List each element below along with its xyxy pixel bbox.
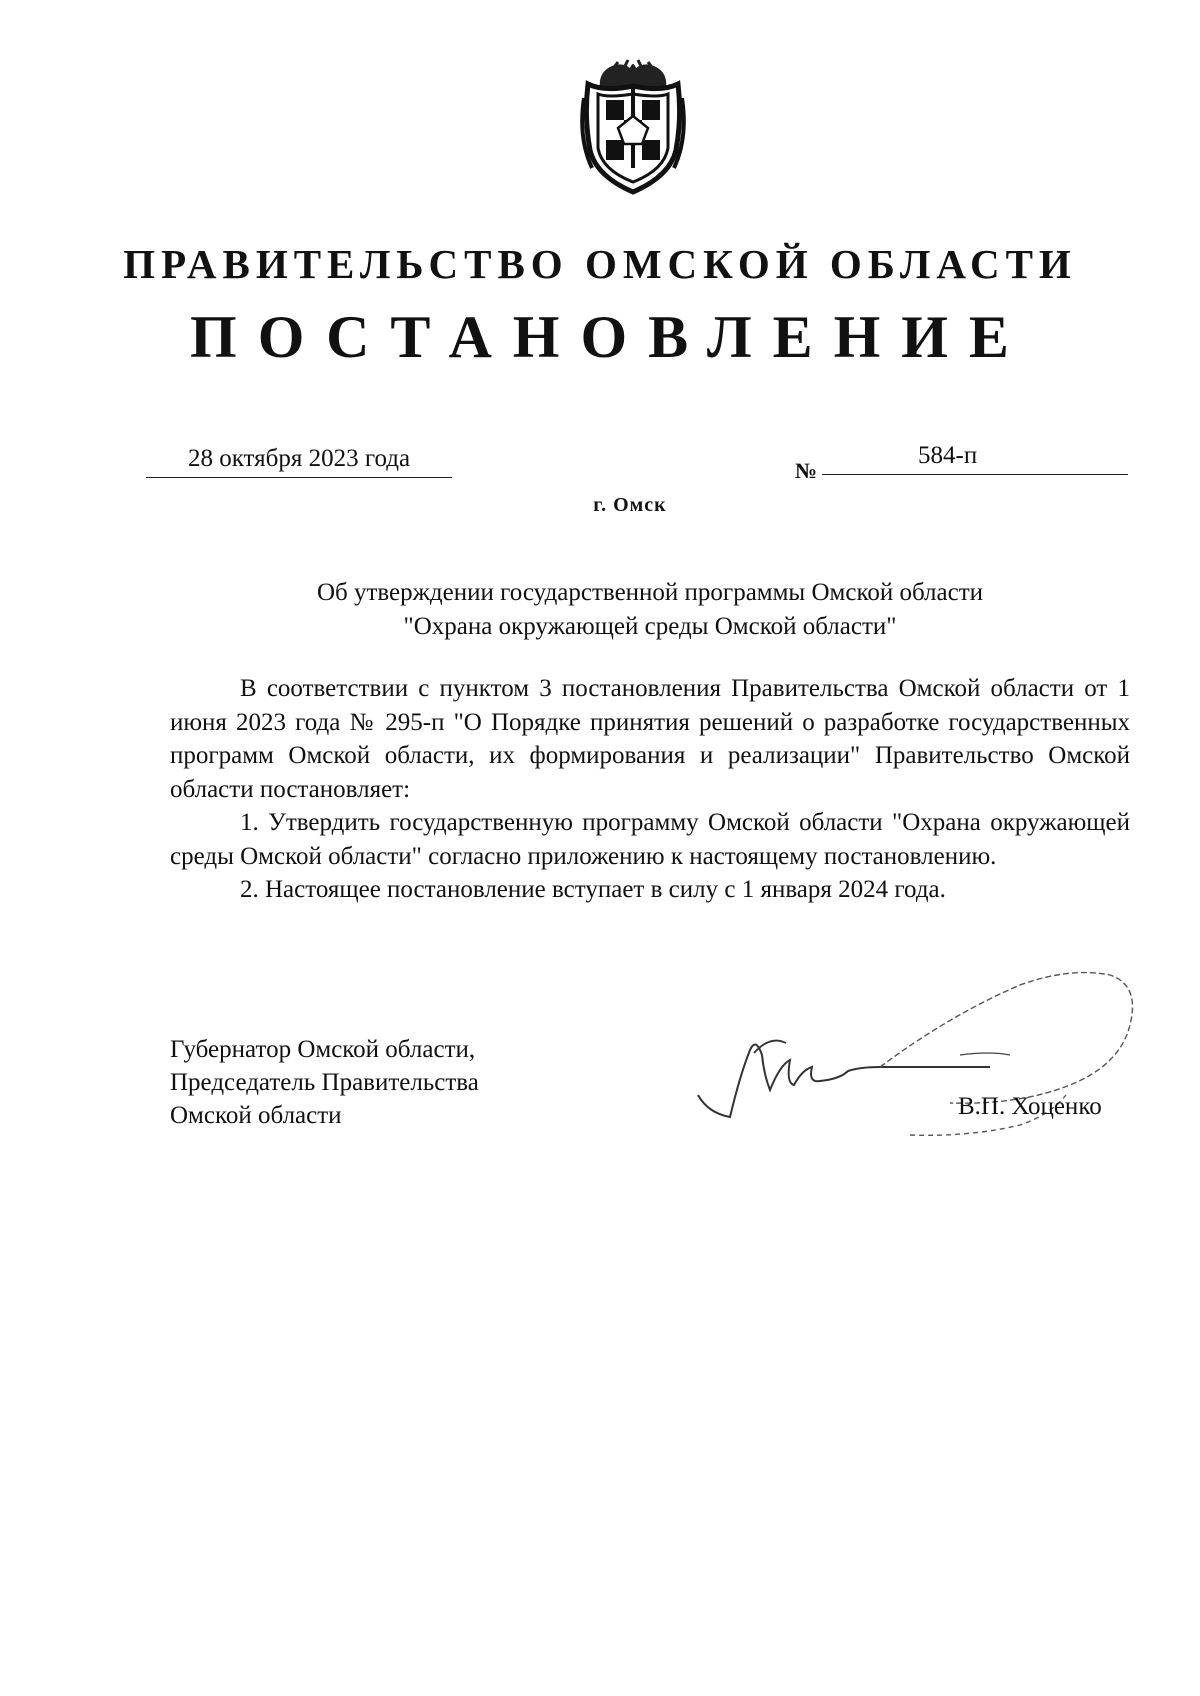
- handwritten-signature: [690, 955, 1150, 1165]
- title-line-2: "Охрана окружающей среды Омской области": [403, 613, 897, 640]
- preamble-paragraph: В соответствии с пунктом 3 постановления Правительства Омской области от 1 июня 2023 года № 295-п "О Порядке принятия решений о разработке государственных программ Омской области, их формирования и реализации" Правительство Омской области постановляет:: [170, 675, 1130, 803]
- number-label: №: [795, 458, 818, 483]
- organization-heading: ПРАВИТЕЛЬСТВО ОМСКОЙ ОБЛАСТИ: [123, 241, 1077, 287]
- item-2-paragraph: 2. Настоящее постановление вступает в силу с 1 января 2024 года.: [240, 876, 946, 903]
- document-date: 28 октября 2023 года: [146, 443, 452, 478]
- document-title: [170, 576, 1130, 644]
- signatory-name: В.П. Хоценко: [958, 1093, 1102, 1120]
- document-number: 584-п: [918, 442, 978, 469]
- signatory-position: [170, 1033, 479, 1132]
- document-city: г. Омск: [593, 494, 667, 516]
- coat-of-arms-emblem: [578, 58, 688, 198]
- position-line-2: Председатель Правительства: [170, 1069, 479, 1096]
- title-line-1: Об утверждении государственной программы Омской области: [316, 579, 984, 606]
- document-body: [170, 672, 1130, 907]
- item-1-paragraph: 1. Утвердить государственную программу Омской области "Охрана окружающей среды Омской области" согласно приложению к настоящему постановлению.: [170, 809, 1130, 870]
- document-type-heading: ПОСТАНОВЛЕНИЕ: [190, 304, 1030, 370]
- document-number-field: [822, 440, 1128, 475]
- position-line-1: Губернатор Омской области,: [170, 1036, 476, 1063]
- position-line-3: Омской области: [170, 1102, 342, 1129]
